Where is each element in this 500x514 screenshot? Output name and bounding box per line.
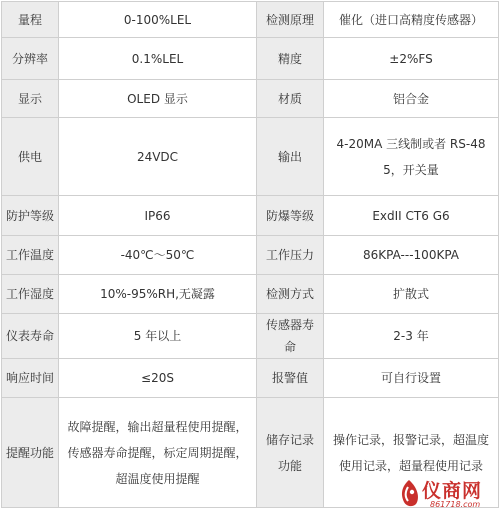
- spec-value: 0.1%LEL: [59, 38, 257, 80]
- spec-value: 可自行设置: [324, 359, 499, 398]
- spec-value: 故障提醒，输出超量程使用提醒，传感器寿命提醒，标定周期提醒，超温度使用提醒: [59, 398, 257, 508]
- spec-value: 催化（进口高精度传感器）: [324, 2, 499, 38]
- spec-value: 2-3 年: [324, 314, 499, 359]
- spec-label: 检测方式: [257, 275, 324, 314]
- spec-value: 操作记录，报警记录，超温度使用记录，超量程使用记录: [324, 398, 499, 508]
- watermark: [396, 476, 496, 512]
- spec-label: 材质: [257, 80, 324, 118]
- spec-label: 工作湿度: [2, 275, 59, 314]
- spec-label: 传感器寿命: [257, 314, 324, 359]
- spec-value: OLED 显示: [59, 80, 257, 118]
- spec-label: 防护等级: [2, 196, 59, 236]
- spec-value: 扩散式: [324, 275, 499, 314]
- spec-value: 5 年以上: [59, 314, 257, 359]
- spec-label: 工作压力: [257, 236, 324, 275]
- spec-label: 工作温度: [2, 236, 59, 275]
- table-row: [2, 275, 499, 314]
- table-row: [2, 236, 499, 275]
- spec-label: 提醒功能: [2, 398, 59, 508]
- spec-label: 输出: [257, 118, 324, 196]
- spec-label: 响应时间: [2, 359, 59, 398]
- spec-label: 供电: [2, 118, 59, 196]
- spec-value: ExdII CT6 G6: [324, 196, 499, 236]
- spec-label: 仪表寿命: [2, 314, 59, 359]
- spec-label: 量程: [2, 2, 59, 38]
- spec-label: 分辨率: [2, 38, 59, 80]
- spec-label: 检测原理: [257, 2, 324, 38]
- table-row: [2, 314, 499, 359]
- watermark-logo-icon: [396, 478, 422, 510]
- spec-label: 储存记录功能: [257, 398, 324, 508]
- spec-value: 0-100%LEL: [59, 2, 257, 38]
- spec-value: IP66: [59, 196, 257, 236]
- spec-value: 24VDC: [59, 118, 257, 196]
- spec-label: 显示: [2, 80, 59, 118]
- table-row: [2, 118, 499, 196]
- table-row: [2, 196, 499, 236]
- spec-label: 精度: [257, 38, 324, 80]
- spec-label: 报警值: [257, 359, 324, 398]
- watermark-site: 861718.com: [430, 500, 481, 509]
- spec-label: 防爆等级: [257, 196, 324, 236]
- table-row: [2, 38, 499, 80]
- spec-table: [1, 1, 499, 508]
- spec-value: -40℃～50℃: [59, 236, 257, 275]
- watermark-brand: 仪商网: [422, 480, 483, 502]
- spec-value: 4-20MA 三线制或者 RS-485，开关量: [324, 118, 499, 196]
- spec-value: 86KPA---100KPA: [324, 236, 499, 275]
- spec-value: 10%-95%RH,无凝露: [59, 275, 257, 314]
- spec-value: ≤20S: [59, 359, 257, 398]
- table-row: [2, 2, 499, 38]
- table-row: [2, 359, 499, 398]
- table-row: [2, 80, 499, 118]
- spec-value: 铝合金: [324, 80, 499, 118]
- spec-value: ±2%FS: [324, 38, 499, 80]
